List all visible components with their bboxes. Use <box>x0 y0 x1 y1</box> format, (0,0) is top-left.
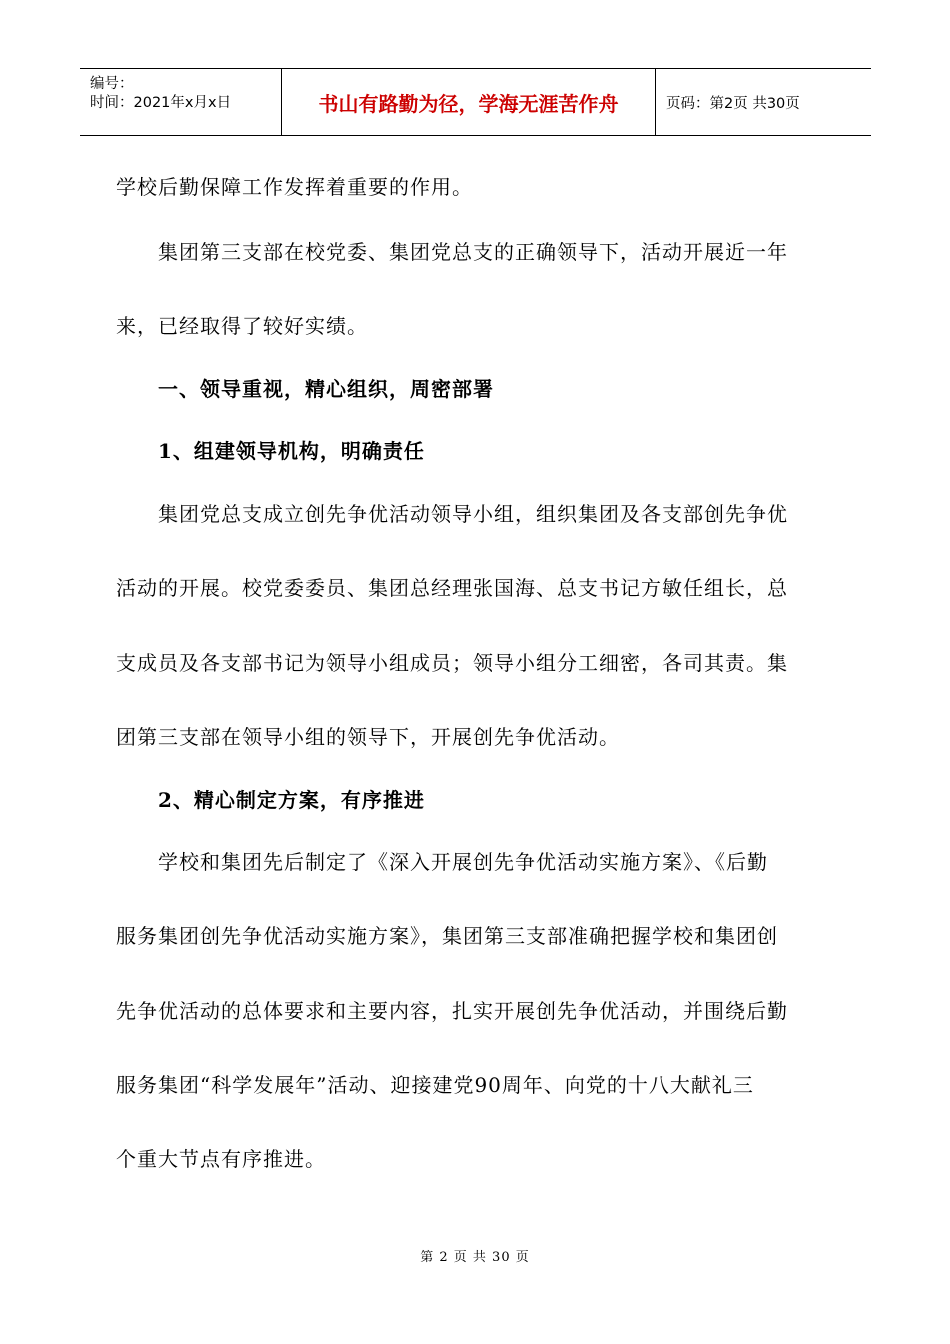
body-line-15: 个重大节点有序推进。 <box>116 1147 326 1171</box>
subsection-heading-2: 2、精心制定方案，有序推进 <box>116 788 425 812</box>
header-meta <box>80 69 282 135</box>
section-heading-1: 一、领导重视，精心组织，周密部署 <box>116 377 494 401</box>
header-motto: 书山有路勤为径，学海无涯苦作舟 <box>282 69 656 135</box>
subsection-heading-1: 1、组建领导机构，明确责任 <box>116 439 425 463</box>
body-line-11: 学校和集团先后制定了《深入开展创先争优活动实施方案》、《后勤 <box>116 850 768 874</box>
body-line-1: 学校后勤保障工作发挥着重要的作用。 <box>116 175 473 199</box>
body-line-2: 集团第三支部在校党委、集团党总支的正确领导下，活动开展近一年 <box>116 240 788 264</box>
page-footer: 第 2 页 共 30 页 <box>420 1250 530 1265</box>
body-line-3: 来，已经取得了较好实绩。 <box>116 314 368 338</box>
document-time-label: 时间：2021年x月x日 <box>90 95 232 111</box>
body-line-9: 团第三支部在领导小组的领导下，开展创先争优活动。 <box>116 725 620 749</box>
body-line-14: 服务集团“科学发展年”活动、迎接建党90周年、向党的十八大献礼三 <box>116 1073 754 1097</box>
body-line-12: 服务集团创先争优活动实施方案》，集团第三支部准确把握学校和集团创 <box>116 924 778 948</box>
header-page-info: 页码：第2页 共30页 <box>666 95 800 112</box>
body-line-7: 活动的开展。校党委委员、集团总经理张国海、总支书记方敏任组长，总 <box>116 576 788 600</box>
body-line-13: 先争优活动的总体要求和主要内容，扎实开展创先争优活动，并围绕后勤 <box>116 999 788 1023</box>
body-line-8: 支成员及各支部书记为领导小组成员；领导小组分工细密，各司其责。集 <box>116 651 788 675</box>
body-line-6: 集团党总支成立创先争优活动领导小组，组织集团及各支部创先争优 <box>116 502 788 526</box>
page-header <box>80 68 871 136</box>
document-number-label: 编号： <box>90 76 134 92</box>
